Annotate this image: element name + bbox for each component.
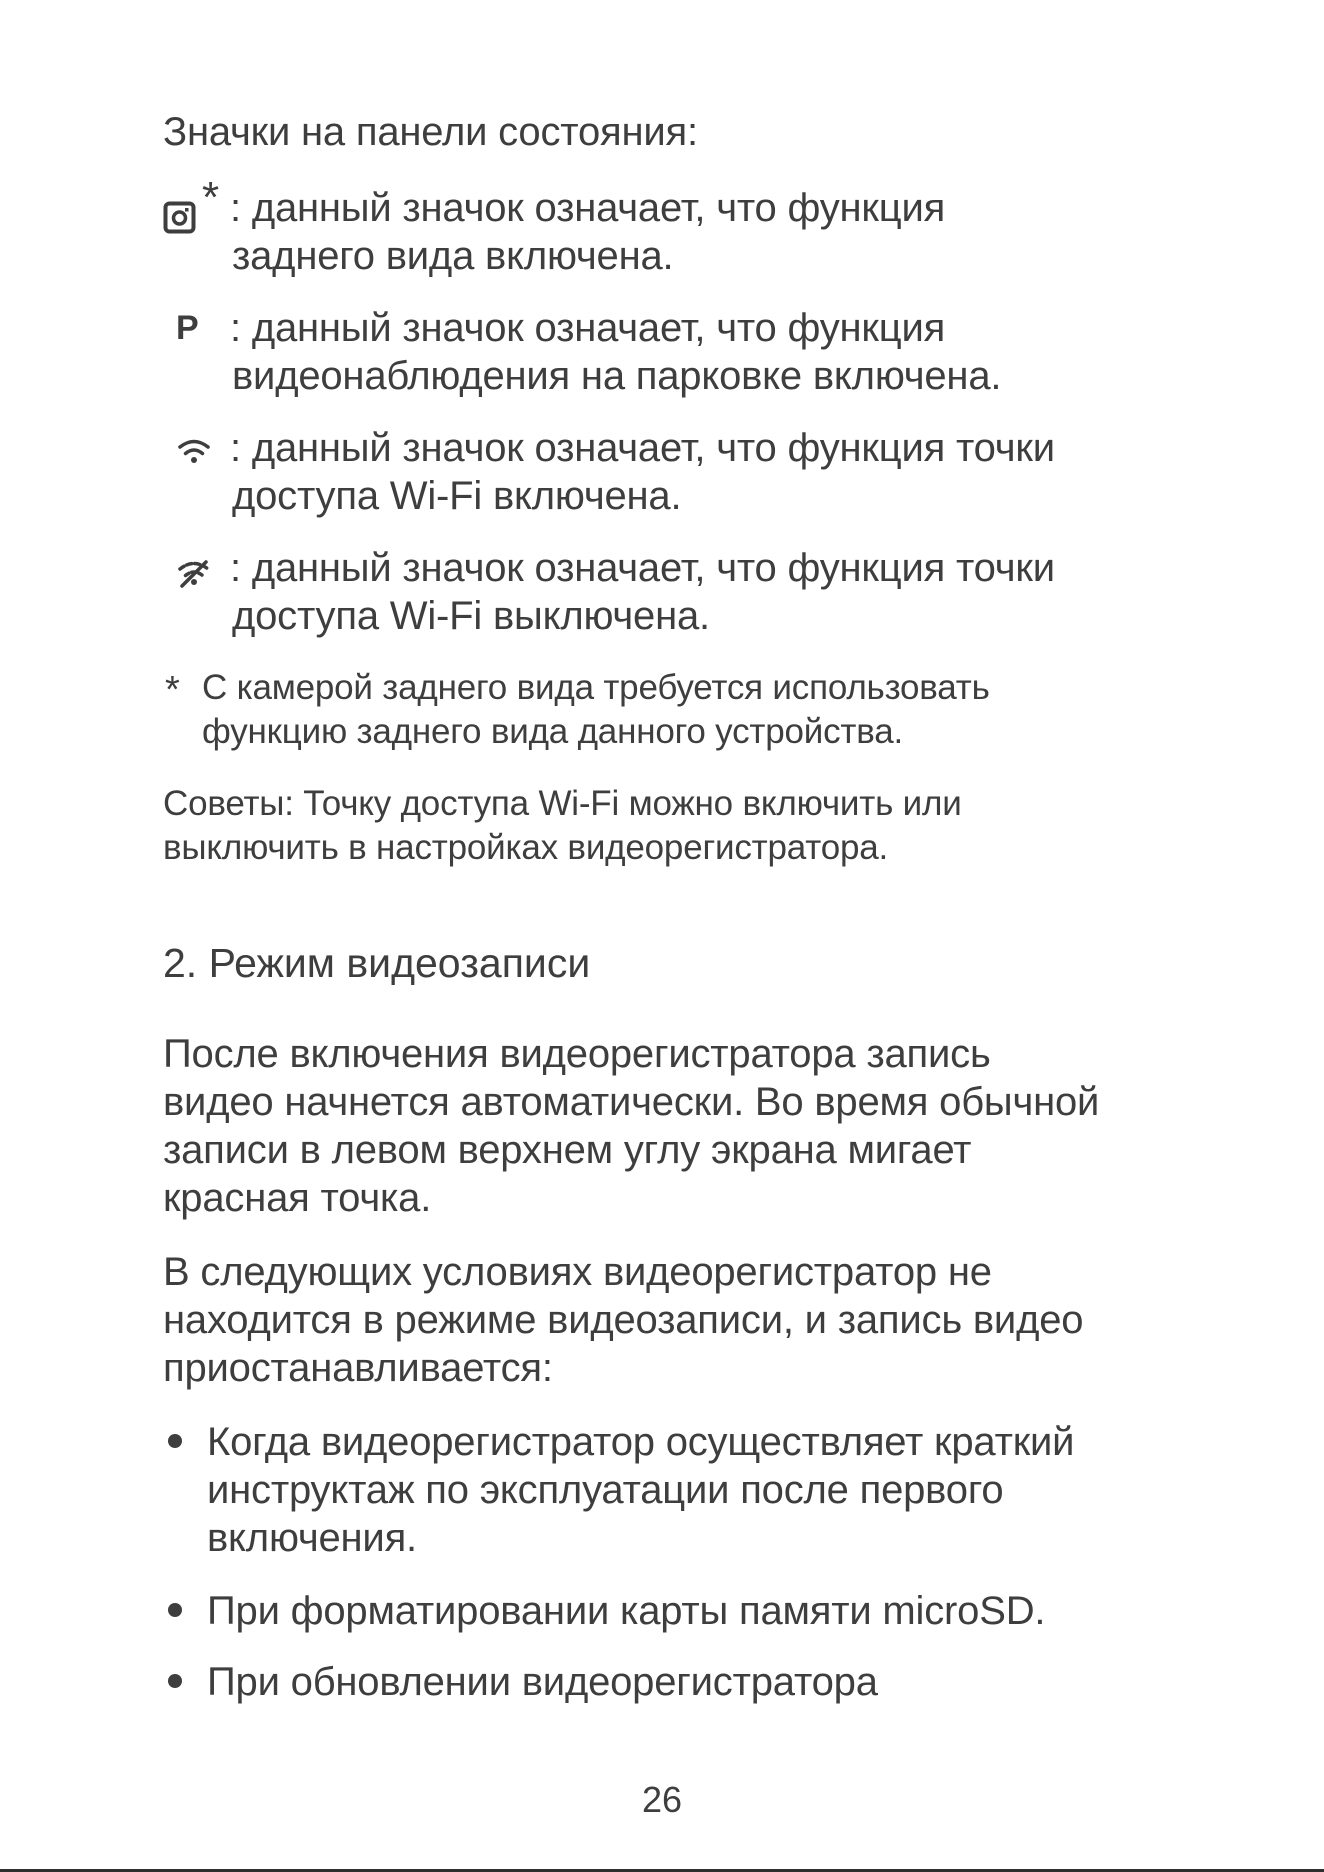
paragraph2-line: В следующих условиях видеорегистратор не: [163, 1250, 992, 1294]
tips-line2: выключить в настройках видеорегистратора.: [163, 828, 889, 867]
wifi-icon: [177, 438, 211, 466]
footnote-line2: функцию заднего вида данного устройства.: [202, 712, 904, 751]
wifi-off-icon: [177, 558, 211, 588]
paragraph1-line: После включения видеорегистратора запись: [163, 1032, 991, 1076]
status-bar-intro: Значки на панели состояния:: [163, 110, 698, 154]
icon-item-wifi-off-line2: доступа Wi-Fi выключена.: [232, 594, 710, 638]
section-title: 2. Режим видеозаписи: [163, 940, 591, 986]
bullet-item-line: При обновлении видеорегистратора: [207, 1660, 878, 1704]
parking-icon: P: [176, 309, 199, 347]
bullet-dot: [168, 1434, 182, 1448]
icon-item-parking-line2: видеонаблюдения на парковке включена.: [232, 354, 1002, 398]
bullet-item-line: инструктаж по эксплуатации после первого: [207, 1468, 1004, 1512]
icon-item-wifi-on-line1: : данный значок означает, что функция точки: [230, 426, 1055, 470]
footnote-line1: С камерой заднего вида требуется использовать: [202, 668, 990, 707]
page-number: 26: [641, 1779, 683, 1820]
bullet-dot: [168, 1603, 182, 1617]
icon-item-wifi-on-line2: доступа Wi-Fi включена.: [232, 474, 682, 518]
icon-item-wifi-off-line1: : данный значок означает, что функция точки: [230, 546, 1055, 590]
icon-item-rear-line2: заднего вида включена.: [232, 234, 674, 278]
paragraph1-line: видео начнется автоматически. Во время обычной: [163, 1080, 1100, 1124]
paragraph2-line: находится в режиме видеозаписи, и запись видео: [163, 1298, 1084, 1342]
icon-item-parking-line1: : данный значок означает, что функция: [230, 306, 946, 350]
bullet-item-line: При форматировании карты памяти microSD.: [207, 1589, 1046, 1633]
paragraph2-line: приостанавливается:: [163, 1346, 553, 1390]
paragraph1-line: красная точка.: [163, 1176, 432, 1220]
bullet-item-line: Когда видеорегистратор осуществляет краткий: [207, 1420, 1075, 1464]
bullet-item-line: включения.: [207, 1516, 417, 1560]
tips-line1: Советы: Точку доступа Wi-Fi можно включить или: [163, 784, 962, 823]
icon-item-rear-line1: : данный значок означает, что функция: [230, 186, 946, 230]
footnote-mark: *: [165, 669, 180, 711]
bullet-dot: [168, 1674, 182, 1688]
footnote-asterisk: *: [202, 173, 220, 222]
paragraph1-line: записи в левом верхнем углу экрана мигает: [163, 1128, 972, 1172]
rear-camera-icon: [163, 200, 197, 234]
